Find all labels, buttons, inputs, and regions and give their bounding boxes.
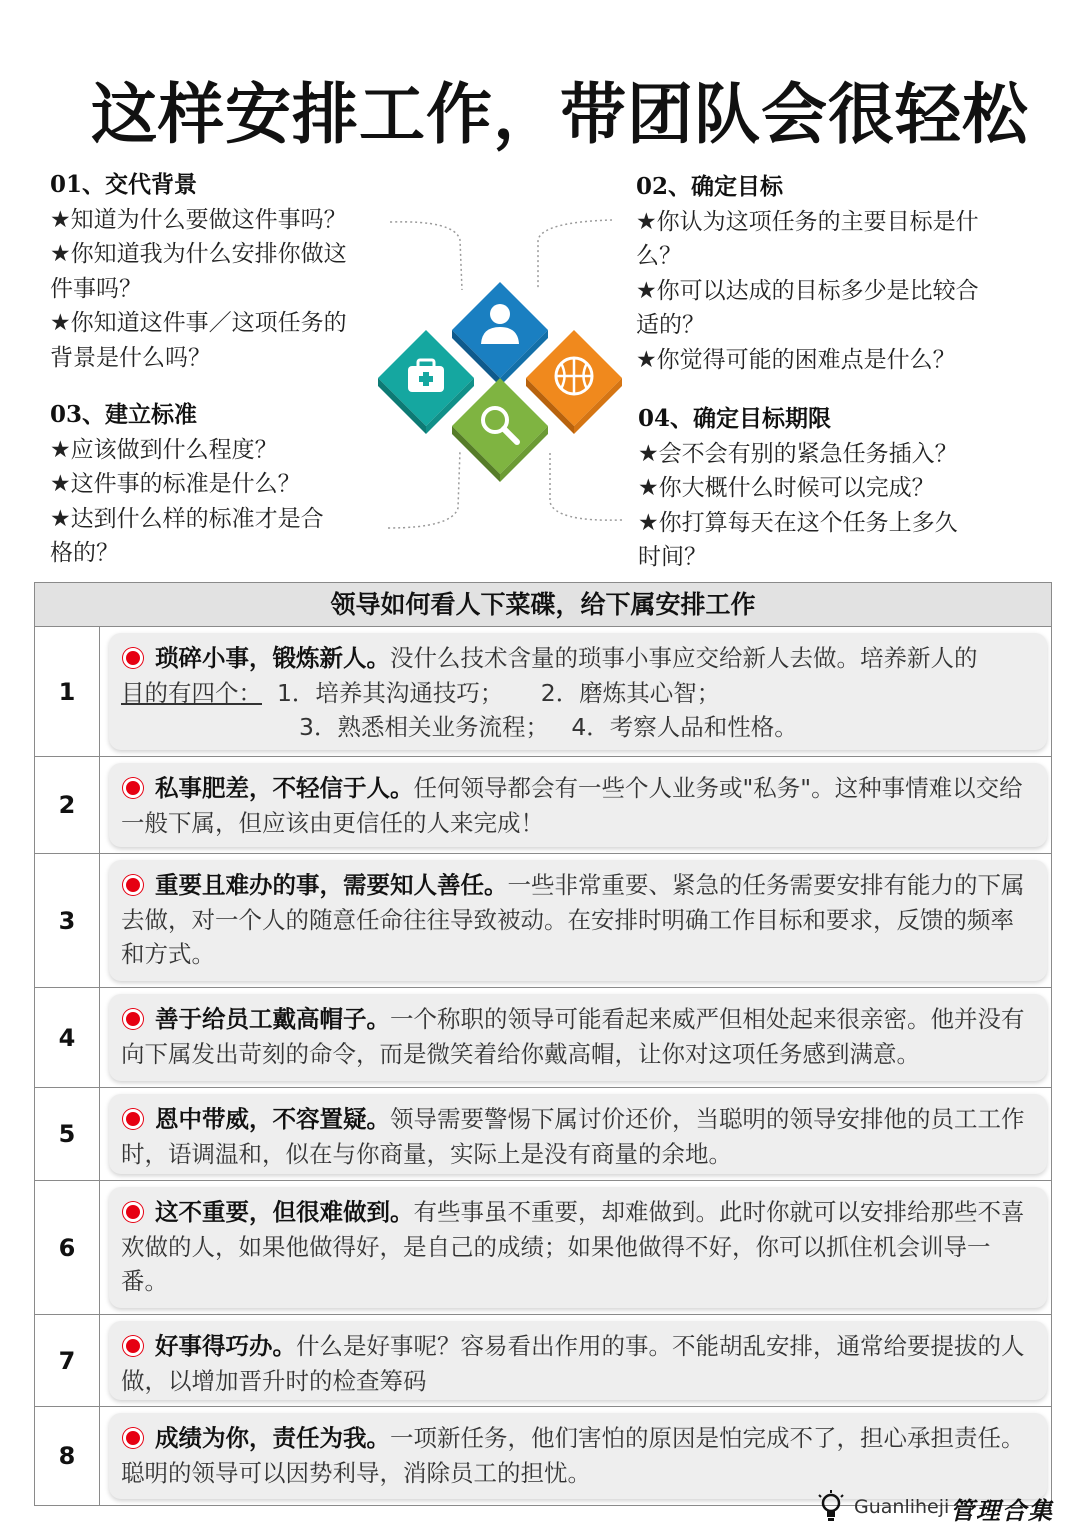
section-line: ★会不会有别的紧急任务插入？: [638, 440, 958, 467]
row-number: 8: [35, 1407, 100, 1505]
row-lead: 私事肥差，不轻信于人。: [155, 774, 414, 802]
section-line: ★你知道这件事／这项任务的: [50, 310, 347, 336]
row-text: 没什么技术含量的琐事小事应交给新人去做。培养新人的: [390, 644, 978, 672]
section-heading: 02、确定目标: [636, 173, 784, 200]
row-lead: 好事得巧办。: [155, 1332, 296, 1360]
row-number: 2: [35, 757, 100, 853]
section-line: ★你可以达成的目标多少是比较合: [636, 277, 979, 304]
sport-diamond: [526, 330, 622, 434]
row-number: 1: [35, 627, 100, 756]
brand-name: Guanliheji: [854, 1496, 950, 1518]
section-line: ★你觉得可能的困难点是什么？: [636, 346, 956, 373]
row-number: 7: [35, 1315, 100, 1406]
row-number: 4: [35, 988, 100, 1087]
section-heading: 01、交代背景: [50, 171, 198, 198]
footer-brand: [816, 1490, 1066, 1524]
table-row: [35, 1088, 1051, 1181]
row-text: 有些事虽不重要，却难做到。此时你就可以安排给那些不喜欢做的人，如果他做得好，是自己的成绩；如果他做得不好，你可以抓住机会训导一番。: [121, 1198, 1025, 1295]
row-card: [109, 860, 1047, 981]
brand-chinese: 管理合集: [950, 1496, 1054, 1525]
row-text: 领导需要警惕下属讨价还价，当聪明的领导安排他的员工工作时，语调温和，似在与你商量，实际上是没有商量的余地。: [121, 1105, 1025, 1168]
row-text: 一个称职的领导可能看起来威严但相处起来很亲密。他并没有向下属发出苛刻的命令，而是微笑着给你戴高帽，让你对这项任务感到满意。: [121, 1005, 1025, 1068]
section-goal: [636, 170, 979, 377]
row-lead: 琐碎小事，锻炼新人。: [155, 644, 390, 672]
red-dot-icon: [123, 875, 143, 895]
row-text: 一项新任务，他们害怕的原因是怕完成不了，担心承担责任。聪明的领导可以因势利导，消除员工的担忧。: [121, 1424, 1025, 1487]
row-card: [109, 1187, 1047, 1308]
page-title: 这样安排工作，带团队会很轻松: [91, 75, 1029, 153]
row-lead: 这不重要，但很难做到。: [155, 1198, 414, 1226]
row-number: 6: [35, 1181, 100, 1314]
row-text: 一些非常重要、紧急的任务需要安排有能力的下属去做，对一个人的随意任命往往导致被动。在安排时明确工作目标和要求，反馈的频率和方式。: [121, 871, 1025, 968]
red-dot-icon: [123, 1109, 143, 1129]
row-number: 5: [35, 1088, 100, 1180]
section-standard: [50, 398, 324, 571]
section-line: ★达到什么样的标准才是合: [50, 505, 324, 532]
red-dot-icon: [123, 1009, 143, 1029]
row-extra-line: 1．培养其沟通技巧； 2．磨炼其心智；: [262, 678, 721, 707]
section-line: 背景是什么吗？: [50, 344, 211, 371]
section-line: 么？: [636, 243, 682, 269]
row-text: 什么是好事呢？容易看出作用的事。不能胡乱安排，通常给要提拔的人做，以增加晋升时的检查筹码: [121, 1332, 1025, 1395]
table-header: 领导如何看人下菜碟，给下属安排工作: [35, 583, 1051, 627]
section-heading: 03、建立标准: [50, 401, 198, 428]
table-row: [35, 854, 1051, 988]
section-deadline: [638, 402, 958, 575]
lightbulb-icon: [816, 1490, 846, 1524]
table-row: [35, 757, 1051, 854]
table-row: [35, 1315, 1051, 1407]
work-assignment-table: [34, 582, 1052, 1506]
section-line: 格的？: [50, 540, 119, 566]
section-line: 适的？: [636, 312, 705, 338]
section-line: ★你大概什么时候可以完成？: [638, 475, 935, 501]
section-line: ★你认为这项任务的主要目标是什: [636, 208, 979, 235]
section-line: ★你打算每天在这个任务上多久: [638, 509, 958, 536]
row-extra-label: 目的有四个：: [121, 678, 262, 707]
row-card: [109, 1094, 1047, 1174]
center-diamond-graphic: [370, 210, 630, 540]
row-card: [109, 1413, 1047, 1499]
table-row: [35, 1181, 1051, 1315]
row-extra-line: 3．熟悉相关业务流程； 4．考察人品和性格。: [299, 713, 798, 741]
table-row: [35, 627, 1051, 757]
red-dot-icon: [123, 1428, 143, 1448]
section-line: ★知道为什么要做这件事吗？: [50, 206, 347, 233]
red-dot-icon: [123, 648, 143, 668]
row-card: [109, 633, 1047, 750]
row-card: [109, 994, 1047, 1081]
section-heading: 04、确定目标期限: [638, 405, 832, 432]
section-line: 件事吗？: [50, 275, 142, 302]
red-dot-icon: [123, 778, 143, 798]
row-text: 任何领导都会有一些个人业务或"私务"。这种事情难以交给一般下属，但应该由更信任的人来完成！: [121, 774, 1023, 837]
row-lead: 善于给员工戴高帽子。: [155, 1005, 390, 1033]
section-line: 时间？: [638, 544, 707, 570]
row-number: 3: [35, 854, 100, 987]
row-lead: 重要且难办的事，需要知人善任。: [155, 871, 508, 899]
table-row: [35, 988, 1051, 1088]
red-dot-icon: [123, 1202, 143, 1222]
section-line: ★你知道我为什么安排你做这: [50, 241, 347, 267]
row-card: [109, 763, 1047, 847]
section-line: ★应该做到什么程度？: [50, 436, 278, 463]
basketball-icon: [556, 358, 592, 394]
section-background: [50, 168, 347, 375]
row-lead: 成绩为你，责任为我。: [155, 1424, 390, 1452]
row-card: [109, 1321, 1047, 1400]
section-line: ★这件事的标准是什么？: [50, 471, 301, 497]
row-lead: 恩中带威，不容置疑。: [155, 1105, 390, 1133]
red-dot-icon: [123, 1336, 143, 1356]
